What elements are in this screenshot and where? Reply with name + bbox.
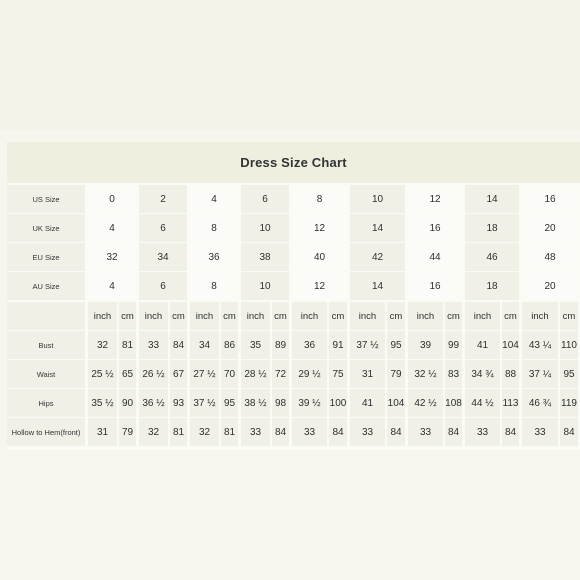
background-band xyxy=(0,0,580,130)
size-cell: 20 xyxy=(522,214,578,242)
inch-value: 29 ½ xyxy=(292,360,327,388)
inch-header: inch xyxy=(408,302,443,330)
cm-header: cm xyxy=(170,302,187,330)
size-cell: 10 xyxy=(350,185,405,213)
inch-value: 36 xyxy=(292,331,327,359)
size-cell: 14 xyxy=(350,272,405,300)
inch-header: inch xyxy=(292,302,327,330)
cm-value: 91 xyxy=(329,331,347,359)
inch-value: 35 ½ xyxy=(88,389,117,417)
inch-value: 33 xyxy=(241,418,270,446)
inch-header: inch xyxy=(522,302,558,330)
cm-header: cm xyxy=(221,302,238,330)
cm-value: 98 xyxy=(272,389,289,417)
inch-header: inch xyxy=(241,302,270,330)
size-cell: 18 xyxy=(465,214,519,242)
chart-title: Dress Size Chart xyxy=(7,142,580,183)
inch-value: 37 ½ xyxy=(350,331,385,359)
size-cell: 8 xyxy=(190,214,238,242)
size-cell: 12 xyxy=(292,272,347,300)
size-cell: 38 xyxy=(241,243,289,271)
inch-value: 41 xyxy=(465,331,500,359)
size-cell: 20 xyxy=(522,272,578,300)
size-cell: 44 xyxy=(408,243,462,271)
size-cell: 12 xyxy=(408,185,462,213)
size-cell: 8 xyxy=(190,272,238,300)
cm-header: cm xyxy=(445,302,462,330)
cm-value: 70 xyxy=(221,360,238,388)
inch-value: 37 ¼ xyxy=(522,360,558,388)
inch-value: 37 ½ xyxy=(190,389,219,417)
cm-value: 88 xyxy=(502,360,519,388)
inch-value: 36 ½ xyxy=(139,389,168,417)
size-cell: 6 xyxy=(139,272,187,300)
cm-value: 79 xyxy=(119,418,136,446)
cm-value: 84 xyxy=(329,418,347,446)
size-cell: 36 xyxy=(190,243,238,271)
inch-header: inch xyxy=(190,302,219,330)
cm-value: 83 xyxy=(445,360,462,388)
cm-value: 84 xyxy=(445,418,462,446)
cm-value: 75 xyxy=(329,360,347,388)
row-label: Bust xyxy=(7,331,85,359)
size-cell: 10 xyxy=(241,214,289,242)
cm-value: 79 xyxy=(387,360,405,388)
inch-value: 42 ½ xyxy=(408,389,443,417)
inch-value: 46 ¾ xyxy=(522,389,558,417)
size-cell: 16 xyxy=(408,214,462,242)
size-cell: 18 xyxy=(465,272,519,300)
cm-value: 90 xyxy=(119,389,136,417)
row-label: AU Size xyxy=(7,272,85,300)
inch-value: 39 ½ xyxy=(292,389,327,417)
cm-header: cm xyxy=(387,302,405,330)
size-cell: 42 xyxy=(350,243,405,271)
row-label: EU Size xyxy=(7,243,85,271)
size-cell: 6 xyxy=(139,214,187,242)
cm-value: 86 xyxy=(221,331,238,359)
size-cell: 0 xyxy=(88,185,136,213)
row-label xyxy=(7,302,85,330)
cm-value: 108 xyxy=(445,389,462,417)
inch-value: 32 xyxy=(190,418,219,446)
size-cell: 48 xyxy=(522,243,578,271)
inch-value: 32 ½ xyxy=(408,360,443,388)
cm-value: 84 xyxy=(387,418,405,446)
cm-value: 72 xyxy=(272,360,289,388)
row-label: Hips xyxy=(7,389,85,417)
inch-value: 26 ½ xyxy=(139,360,168,388)
cm-value: 95 xyxy=(560,360,578,388)
size-cell: 12 xyxy=(292,214,347,242)
inch-value: 38 ½ xyxy=(241,389,270,417)
inch-value: 31 xyxy=(350,360,385,388)
size-cell: 46 xyxy=(465,243,519,271)
inch-value: 34 ¾ xyxy=(465,360,500,388)
size-cell: 2 xyxy=(139,185,187,213)
size-cell: 8 xyxy=(292,185,347,213)
size-cell: 16 xyxy=(522,185,578,213)
inch-value: 31 xyxy=(88,418,117,446)
cm-value: 104 xyxy=(387,389,405,417)
cm-value: 100 xyxy=(329,389,347,417)
row-label: US Size xyxy=(7,185,85,213)
cm-value: 84 xyxy=(170,331,187,359)
cm-value: 81 xyxy=(221,418,238,446)
inch-value: 33 xyxy=(465,418,500,446)
inch-value: 43 ¼ xyxy=(522,331,558,359)
cm-header: cm xyxy=(272,302,289,330)
inch-value: 39 xyxy=(408,331,443,359)
cm-value: 95 xyxy=(221,389,238,417)
inch-header: inch xyxy=(465,302,500,330)
inch-value: 33 xyxy=(408,418,443,446)
cm-value: 84 xyxy=(272,418,289,446)
cm-value: 67 xyxy=(170,360,187,388)
size-cell: 10 xyxy=(241,272,289,300)
inch-value: 33 xyxy=(139,331,168,359)
inch-header: inch xyxy=(88,302,117,330)
size-cell: 4 xyxy=(190,185,238,213)
size-cell: 32 xyxy=(88,243,136,271)
inch-header: inch xyxy=(350,302,385,330)
cm-header: cm xyxy=(329,302,347,330)
inch-value: 28 ½ xyxy=(241,360,270,388)
cm-value: 95 xyxy=(387,331,405,359)
inch-header: inch xyxy=(139,302,168,330)
size-cell: 16 xyxy=(408,272,462,300)
inch-value: 32 xyxy=(88,331,117,359)
inch-value: 33 xyxy=(522,418,558,446)
cm-value: 119 xyxy=(560,389,578,417)
inch-value: 41 xyxy=(350,389,385,417)
inch-value: 44 ½ xyxy=(465,389,500,417)
size-cell: 40 xyxy=(292,243,347,271)
cm-header: cm xyxy=(560,302,578,330)
inch-value: 34 xyxy=(190,331,219,359)
cm-value: 84 xyxy=(560,418,578,446)
row-label: Hollow to Hem(front) xyxy=(7,418,85,446)
cm-value: 99 xyxy=(445,331,462,359)
cm-value: 81 xyxy=(119,331,136,359)
cm-value: 110 xyxy=(560,331,578,359)
cm-header: cm xyxy=(502,302,519,330)
inch-value: 35 xyxy=(241,331,270,359)
row-label: UK Size xyxy=(7,214,85,242)
cm-value: 65 xyxy=(119,360,136,388)
cm-value: 113 xyxy=(502,389,519,417)
cm-value: 89 xyxy=(272,331,289,359)
size-cell: 34 xyxy=(139,243,187,271)
cm-value: 81 xyxy=(170,418,187,446)
inch-value: 27 ½ xyxy=(190,360,219,388)
size-chart-table xyxy=(7,142,580,450)
size-cell: 6 xyxy=(241,185,289,213)
size-cell: 4 xyxy=(88,214,136,242)
inch-value: 33 xyxy=(350,418,385,446)
size-cell: 14 xyxy=(465,185,519,213)
size-cell: 14 xyxy=(350,214,405,242)
inch-value: 25 ½ xyxy=(88,360,117,388)
cm-value: 84 xyxy=(502,418,519,446)
cm-header: cm xyxy=(119,302,136,330)
cm-value: 104 xyxy=(502,331,519,359)
row-label: Waist xyxy=(7,360,85,388)
inch-value: 33 xyxy=(292,418,327,446)
cm-value: 93 xyxy=(170,389,187,417)
inch-value: 32 xyxy=(139,418,168,446)
size-cell: 4 xyxy=(88,272,136,300)
